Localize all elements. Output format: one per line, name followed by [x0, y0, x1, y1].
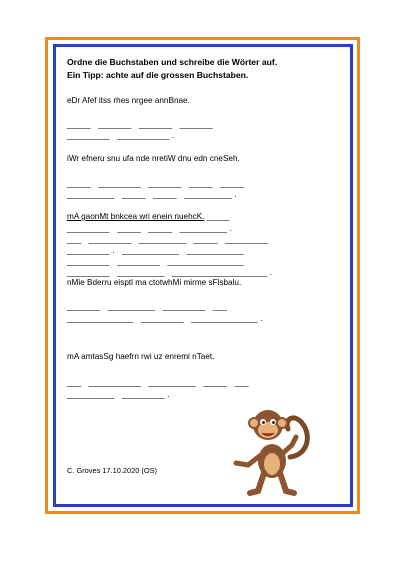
answer-line: _________ _________ ________________: [67, 257, 244, 266]
answer-line: ______________ _________ ______________ .: [67, 314, 263, 323]
sentence-1: eDr Afef itss rhes nrgee annBnae.: [67, 96, 190, 105]
answer-line: _________ ___________ .: [67, 131, 175, 140]
sentence-4: nMie Bderru eisptl ma ctotwhMi mirme sFlsbalu.: [67, 278, 242, 287]
answer-line: _________ _____ _____ __________ .: [67, 224, 233, 233]
worksheet-title: [67, 56, 347, 82]
answer-line: __________ _________ .: [67, 390, 170, 399]
title-line-2: Ein Tipp: achte auf die grossen Buchstaben.: [67, 70, 249, 80]
answer-line: _________ __________ ____________________ .: [67, 268, 273, 277]
sentence-3-tail: _____: [204, 212, 230, 221]
author-footer: C. Groves 17.10.2020 (OS): [67, 466, 157, 475]
sentence-3-text: mA gaonMt bnkcea wri enein nuehcK.: [67, 212, 205, 221]
answer-line: _________ . ____________ ____________: [67, 246, 244, 255]
answer-line: ___ _________ __________ _____ _________: [67, 235, 268, 244]
sentence-3: [67, 212, 347, 221]
answer-line: _____ _________ _______ _____ _____: [67, 179, 245, 188]
monkey-icon: [228, 395, 318, 500]
sentence-2: iWr efneru snu ufa nde nretiW dnu edn cneSeh.: [67, 154, 240, 163]
answer-line: __________ _____ _____ __________ .: [67, 190, 237, 199]
answer-line: _______ __________ _________ ___: [67, 302, 228, 311]
title-line-1: Ordne die Buchstaben und schreibe die Wörter auf.: [67, 57, 278, 67]
answer-line: _____ _______ _______ _______: [67, 120, 213, 129]
sentence-5: mA amtasSg haefrn rwi uz enremi nTaet.: [67, 352, 215, 361]
answer-line: ___ ___________ __________ _____ ___: [67, 378, 249, 387]
